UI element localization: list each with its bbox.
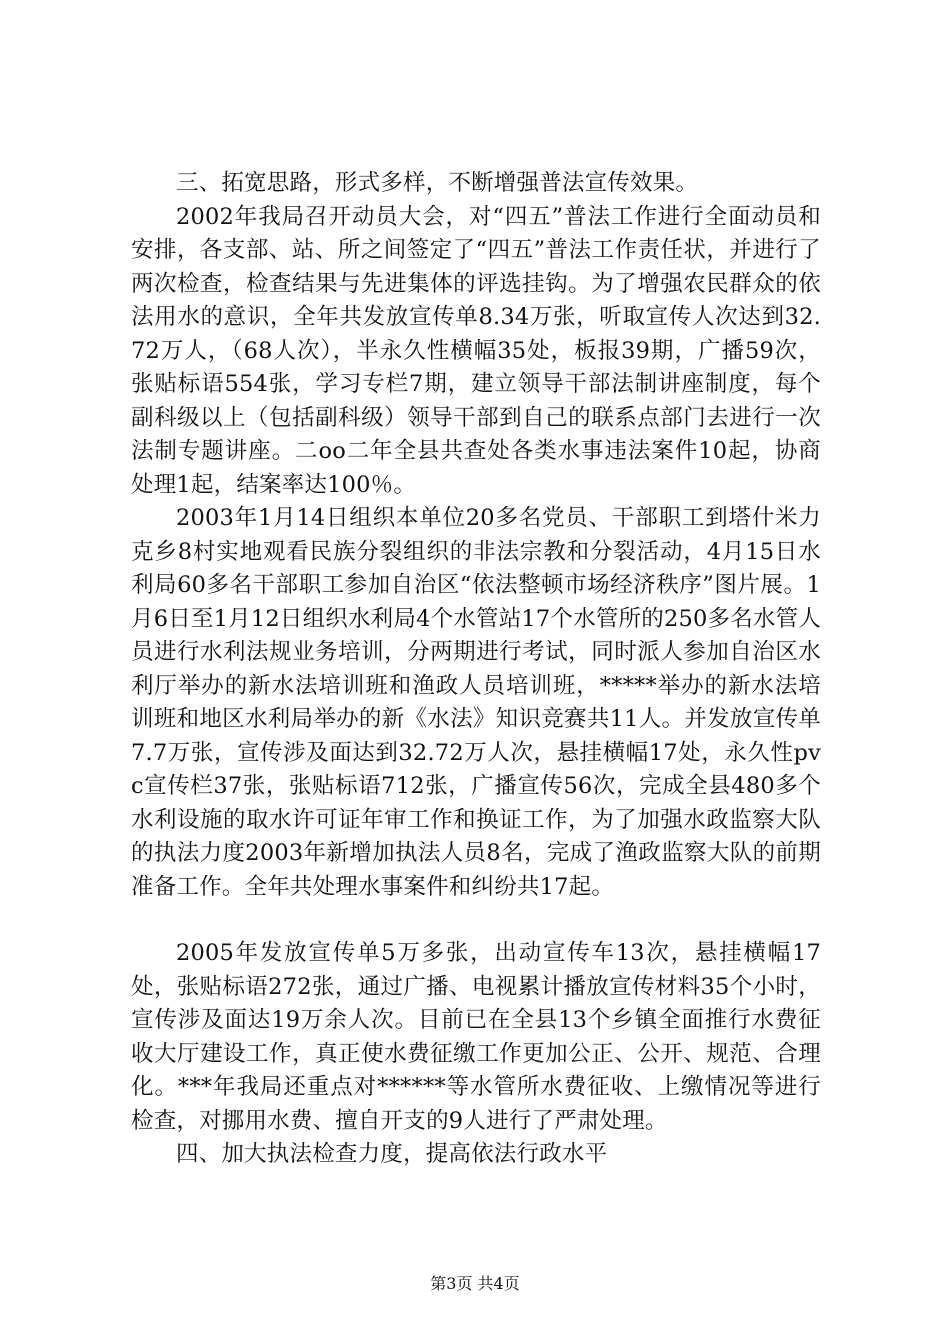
- paragraph-2002: 2002年我局召开动员大会，对“四五”普法工作进行全面动员和安排，各支部、站、所之间签定了“四五”普法工作责任状，并进行了两次检查，检查结果与先进集体的评选挂钩。为了增强农民群众的依法用水的意识，全年共发放宣传单8.34万张，听取宣传人次达到32.72万人，（68人次），半永久性横幅35处，板报39期，广播59次，张贴标语554张，学习专栏7期，建立领导干部法制讲座制度，每个副科级以上（包括副科级）领导干部到自己的联系点部门去进行一次法制专题讲座。二oo二年全县共查处各类水事违法案件10起，协商处理1起，结案率达100％。: [131, 203, 821, 498]
- page-footer: 第3页 共4页: [430, 1274, 520, 1293]
- paragraph-2003: 2003年1月14日组织本单位20多名党员、干部职工到塔什米力克乡8村实地观看民族分裂组织的非法宗教和分裂活动，4月15日水利局60多名干部职工参加自治区“依法整顿市场经济秩序”图片展。1月6日至1月12日组织水利局4个水管站17个水管所的250多名水管人员进行水利法规业务培训，分两期进行考试，同时派人参加自治区水利厅举办的新水法培训班和渔政人员培训班，*****举办的新水法培训班和地区水利局举办的新《水法》知识竞赛共11人。并发放宣传单7.7万张，宣传涉及面达到32.72万人次，悬挂横幅17处，永久性pvc宣传栏37张，张贴标语712张，广播宣传56次，完成全县480多个水利设施的取水许可证年审工作和换证工作，为了加强水政监察大队的执法力度2003年新增加执法人员8名，完成了渔政监察大队的前期准备工作。全年共处理水事案件和纠纷共17起。: [131, 505, 821, 900]
- section-heading-four: 四、加大执法检查力度，提高依法行政水平: [176, 1141, 608, 1167]
- document-body: [131, 167, 821, 1172]
- section-heading-three: 三、拓宽思路，形式多样，不断增强普法宣传效果。: [176, 170, 699, 196]
- paragraph-2005: 2005年发放宣传单5万多张，出动宣传车13次，悬挂横幅17处，张贴标语272张，通过广播、电视累计播放宣传材料35个小时，宣传涉及面达19万余人次。目前已在全县13个乡镇全面推行水费征收大厅建设工作，真正使水费征缴工作更加公正、公开、规范、合理化。***年我局还重点对******等水管所水费征收、上缴情况等进行检查，对挪用水费、擅自开支的9人进行了严肃处理。: [131, 940, 821, 1134]
